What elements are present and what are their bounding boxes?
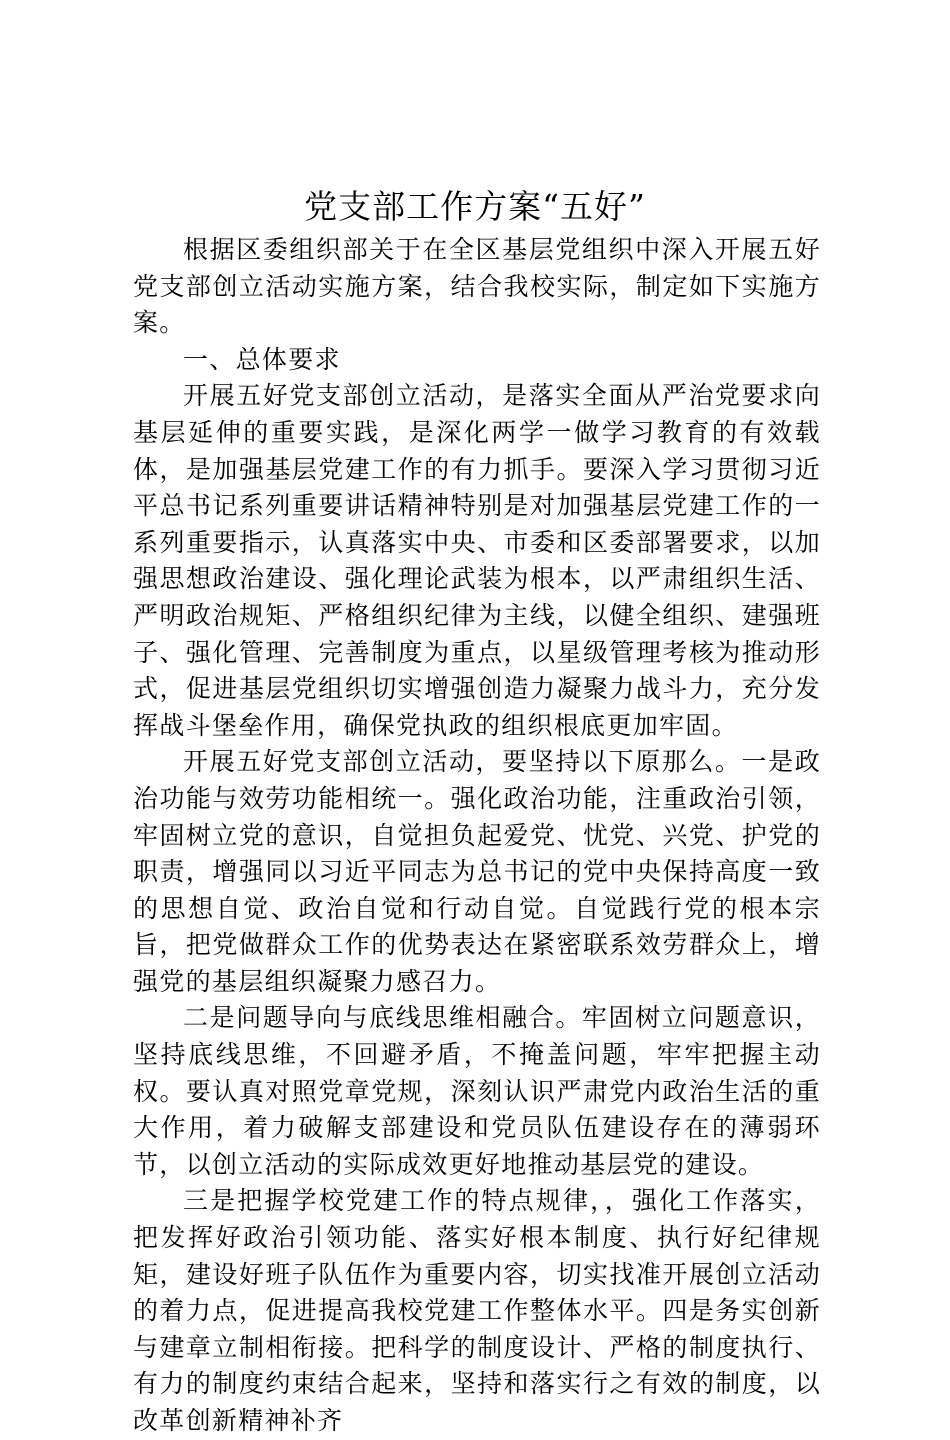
document-body xyxy=(133,232,821,1440)
section-heading-general-requirements: 一、总体要求 xyxy=(183,344,341,374)
paragraph-intro: 根据区委组织部关于在全区基层党组织中深入开展五好党支部创立活动实施方案，结合我校实际，制定如下实施方案。 xyxy=(133,235,821,338)
paragraph-school-characteristics: 三是把握学校党建工作的特点规律，，强化工作落实，把发挥好政治引领功能、落实好根本制度、执行好纪律规矩，建设好班子队伍作为重要内容，切实找准开展创立活动的着力点，促进提高我校党建工作整体水平。四是务实创新与建章立制相衔接。把科学的制度设计、严格的制度执行、有力的制度约束结合起来，坚持和落实行之有效的制度，以改革创新精神补齐 xyxy=(133,1186,821,1435)
document-title: 党支部工作方案“五好” xyxy=(304,187,646,226)
paragraph-problem-orientation: 二是问题导向与底线思维相融合。牢固树立问题意识，坚持底线思维，不回避矛盾，不掩盖问题，牢牢把握主动权。要认真对照党章党规，深刻认识严肃党内政治生活的重大作用，着力破解支部建设和党员队伍建设存在的薄弱环节，以创立活动的实际成效更好地推动基层党的建设。 xyxy=(133,1003,821,1179)
paragraph-significance: 开展五好党支部创立活动，是落实全面从严治党要求向基层延伸的重要实践，是深化两学一做学习教育的有效载体，是加强基层党建工作的有力抓手。要深入学习贯彻习近平总书记系列重要讲话精神特别是对加强基层党建工作的一系列重要指示，认真落实中央、市委和区委部署要求，以加强思想政治建设、强化理论武装为根本，以严肃组织生活、严明政治规矩、严格组织纪律为主线，以健全组织、建强班子、强化管理、完善制度为重点，以星级管理考核为推动形式，促进基层党组织切实增强创造力凝聚力战斗力，充分发挥战斗堡垒作用，确保党执政的组织根底更加牢固。 xyxy=(133,381,821,740)
paragraph-principles: 开展五好党支部创立活动，要坚持以下原那么。一是政治功能与效劳功能相统一。强化政治功能，注重政治引领，牢固树立党的意识，自觉担负起爱党、忧党、兴党、护党的职责，增强同以习近平同志为总书记的党中央保持高度一致的思想自觉、政治自觉和行动自觉。自觉践行党的根本宗旨，把党做群众工作的优势表达在紧密联系效劳群众上，增强党的基层组织凝聚力感召力。 xyxy=(133,747,821,996)
